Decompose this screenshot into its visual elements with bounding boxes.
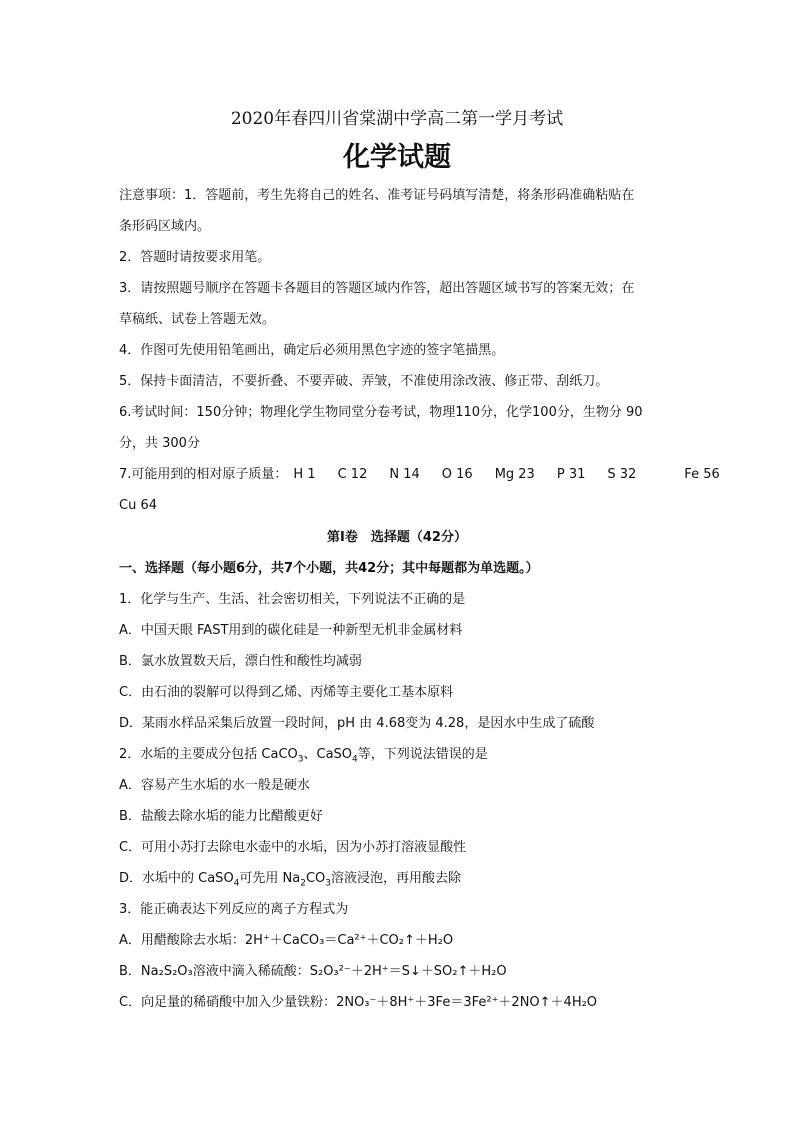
q1-option-d: D．某雨水样品采集后放置一段时间，pH 由 4.68变为 4.28，是因水中生成了硫酸 [119, 716, 595, 731]
section-instructions: 一、选择题（每小题6分，共7个小题，共42分；其中每题都为单选题。） [119, 561, 539, 576]
q2-d-mid: 可先用 Na [239, 871, 301, 886]
mass-s: S 32 [607, 467, 637, 482]
q2-option-a: A．容易产生水垢的水一般是硬水 [119, 778, 310, 793]
mass-p: P 31 [556, 467, 586, 482]
mass-cu: Cu 64 [119, 498, 157, 513]
mass-mg: Mg 23 [494, 467, 535, 482]
q2-option-c: C．可用小苏打去除电水壶中的水垢，因为小苏打溶液显酸性 [119, 840, 467, 855]
q3-option-c: C．向足量的稀硝酸中加入少量铁粉：2NO₃⁻＋8H⁺＋3Fe＝3Fe²⁺＋2NO↑＋4H₂O [119, 995, 598, 1010]
note-4: 4．作图可先使用铅笔画出，确定后必须用黑色字迹的签字笔描黑。 [119, 343, 505, 358]
mass-h: H 1 [293, 467, 316, 482]
atomic-mass-label: 7.可能用到的相对原子质量： [119, 467, 288, 482]
note-6-line-2: 分，共 300分 [119, 436, 200, 451]
note-5: 5．保持卡面清洁，不要折叠、不要弄破、弄皱，不准使用涂改液、修正带、刮纸刀。 [119, 374, 609, 389]
note-2: 2．答题时请按要求用笔。 [119, 250, 271, 265]
note-1-line-2: 条形码区域内。 [119, 219, 211, 234]
q1-option-b: B．氯水放置数天后，漂白性和酸性均减弱 [119, 654, 362, 669]
sub-4: 4 [352, 754, 358, 765]
atomic-mass-row [119, 465, 720, 485]
sub-4: 4 [233, 878, 240, 889]
sub-3: 3 [297, 754, 304, 765]
q2-stem-post: 等，下列说法错误的是 [357, 747, 488, 762]
section-title: 第Ⅰ卷 选择题（42分） [327, 530, 467, 545]
q2-d-post: 溶液浸泡，再用酸去除 [331, 871, 462, 886]
note-3-line-1: 3．请按照题号顺序在答题卡各题目的答题区域内作答，超出答题区域书写的答案无效；在 [119, 281, 635, 296]
q2-option-b: B．盐酸去除水垢的能力比醋酸更好 [119, 809, 323, 824]
q2-stem [119, 745, 679, 765]
mass-c: C 12 [337, 467, 368, 482]
q1-option-c: C．由石油的裂解可以得到乙烯、丙烯等主要化工基本原料 [119, 685, 454, 700]
mass-fe: Fe 56 [684, 467, 720, 482]
exam-title: 2020年春四川省棠湖中学高二第一学月考试 [230, 109, 564, 129]
q2-stem-mid: 、CaSO [303, 747, 353, 762]
sub-2: 2 [300, 878, 306, 889]
mass-n: N 14 [389, 467, 420, 482]
q2-stem-pre: 2．水垢的主要成分包括 CaCO [119, 747, 298, 762]
note-3-line-2: 草稿纸、试卷上答题无效。 [119, 312, 276, 327]
mass-o: O 16 [441, 467, 473, 482]
q1-option-a: A．中国天眼 FAST用到的碳化硅是一种新型无机非金属材料 [119, 623, 463, 638]
q2-option-d [119, 869, 679, 889]
q3-stem: 3．能正确表达下列反应的离子方程式为 [119, 902, 349, 917]
note-6-line-1: 6.考试时间：150分钟；物理化学生物同堂分卷考试，物理110分，化学100分，生物分 90 [119, 405, 643, 420]
q2-d-pre: D．水垢中的 CaSO [119, 871, 234, 886]
q2-d-mid2: CO [305, 871, 326, 886]
note-1-line-1: 注意事项：1．答题前，考生先将自己的姓名、准考证号码填写清楚，将条形码准确粘贴在 [119, 188, 635, 203]
q1-stem: 1．化学与生产、生活、社会密切相关，下列说法不正确的是 [119, 592, 466, 607]
q3-option-b: B．Na₂S₂O₃溶液中滴入稀硫酸：S₂O₃²⁻＋2H⁺＝S↓＋SO₂↑＋H₂O [119, 964, 507, 979]
q3-option-a: A．用醋酸除去水垢：2H⁺＋CaCO₃＝Ca²⁺＋CO₂↑＋H₂O [119, 933, 454, 948]
sub-3: 3 [325, 878, 332, 889]
exam-subtitle: 化学试题 [343, 142, 451, 173]
